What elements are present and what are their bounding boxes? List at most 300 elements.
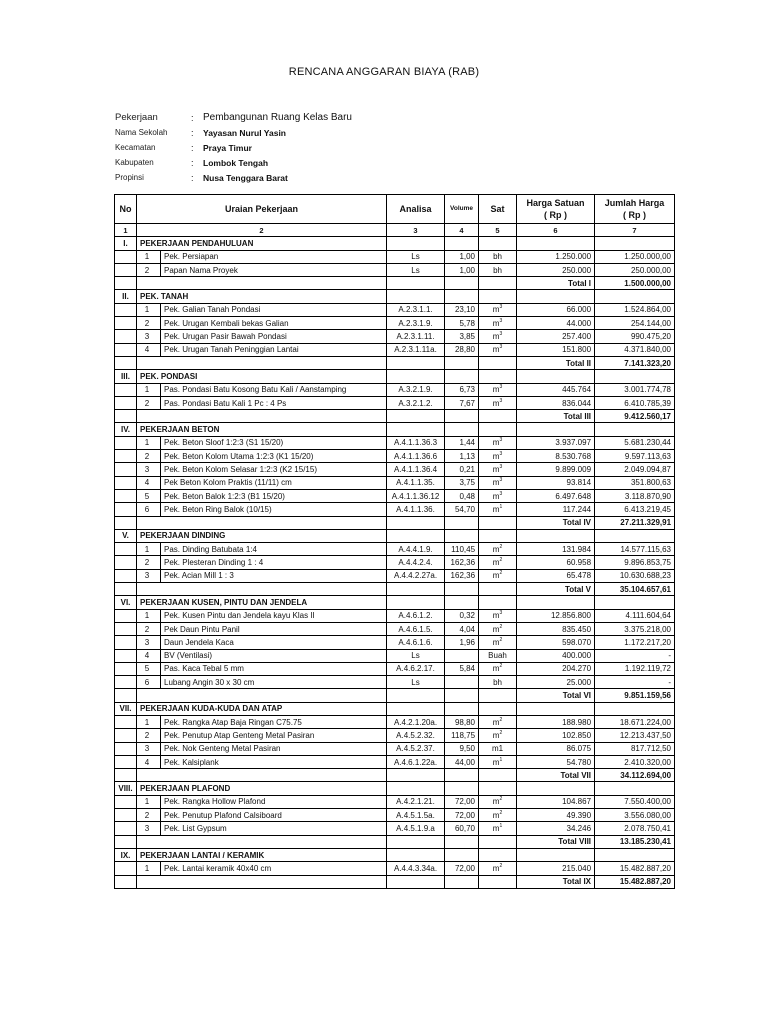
info-value: Lombok Tengah [203, 157, 269, 168]
item-jumlah-harga: 3.001.774,78 [595, 383, 675, 396]
item-harga-satuan: 835.450 [517, 622, 595, 635]
unit-text: m [492, 637, 500, 647]
section-title: PEK. PONDASI [137, 370, 387, 383]
empty-cell [445, 583, 479, 596]
section-title: PEKERJAAN LANTAI / KERAMIK [137, 848, 387, 861]
empty-cell [115, 250, 137, 263]
info-row-kecamatan [115, 140, 352, 155]
item-jumlah-harga: 10.630.688,23 [595, 569, 675, 582]
item-description: Pek. Beton Kolom Utama 1:2:3 (K1 15/20) [161, 450, 387, 463]
info-colon: : [191, 127, 194, 138]
item-harga-satuan: 400.000 [517, 649, 595, 662]
item-number: 1 [137, 795, 161, 808]
section-row [115, 290, 675, 303]
header-harga-label: Harga Satuan [526, 198, 585, 208]
item-analisa: A.4.1.1.36.4 [387, 463, 445, 476]
item-harga-satuan: 8.530.768 [517, 450, 595, 463]
unit-text: bh [493, 677, 502, 687]
item-unit [479, 503, 517, 516]
item-harga-satuan: 151.800 [517, 343, 595, 356]
item-harga-satuan: 44.000 [517, 317, 595, 330]
item-analisa: A.4.1.1.36. [387, 503, 445, 516]
empty-cell [387, 875, 445, 888]
unit-text: m [492, 863, 500, 873]
unit-exponent: 1 [499, 823, 503, 829]
empty-cell [595, 370, 675, 383]
item-description: Pek. Kalsiplank [161, 755, 387, 768]
item-harga-satuan: 257.400 [517, 330, 595, 343]
unit-exponent: 1 [499, 756, 503, 763]
empty-cell [115, 330, 137, 343]
header-harga-unit: ( Rp ) [544, 210, 568, 220]
unit-exponent: 3 [499, 477, 503, 484]
empty-cell [115, 636, 137, 649]
item-jumlah-harga: 6.413.219,45 [595, 503, 675, 516]
unit-text: m [492, 305, 500, 315]
unit-exponent: 2 [499, 796, 503, 803]
item-harga-satuan: 60.958 [517, 556, 595, 569]
item-number: 2 [137, 317, 161, 330]
info-label: Nama Sekolah [115, 128, 168, 137]
header-volume: Volume [445, 195, 479, 224]
item-description: Pek. Acian Mill 1 : 3 [161, 569, 387, 582]
total-row [115, 516, 675, 529]
item-volume [445, 676, 479, 689]
item-description: Daun Jendela Kaca [161, 636, 387, 649]
item-jumlah-harga: 7.550.400,00 [595, 795, 675, 808]
item-volume: 5,78 [445, 317, 479, 330]
empty-cell [479, 702, 517, 715]
item-volume: 6,73 [445, 383, 479, 396]
item-unit [479, 489, 517, 502]
section-number: II. [115, 290, 137, 303]
empty-cell [517, 596, 595, 609]
empty-cell [445, 423, 479, 436]
item-number: 3 [137, 463, 161, 476]
item-jumlah-harga: 2.078.750,41 [595, 822, 675, 835]
item-harga-satuan: 117.244 [517, 503, 595, 516]
empty-cell [595, 237, 675, 250]
item-jumlah-harga: - [595, 676, 675, 689]
empty-cell [479, 689, 517, 702]
empty-cell [115, 516, 137, 529]
section-title: PEKERJAAN DINDING [137, 529, 387, 542]
item-description: Pek. Beton Ring Balok (10/15) [161, 503, 387, 516]
empty-cell [137, 410, 387, 423]
empty-cell [137, 875, 387, 888]
total-label: Total IV [517, 516, 595, 529]
table-row [115, 569, 675, 582]
total-value: 7.141.323,20 [595, 356, 675, 369]
item-number: 3 [137, 330, 161, 343]
item-harga-satuan: 204.270 [517, 662, 595, 675]
empty-cell [115, 676, 137, 689]
item-number: 1 [137, 250, 161, 263]
item-unit [479, 649, 517, 662]
empty-cell [115, 569, 137, 582]
item-number: 3 [137, 822, 161, 835]
item-volume: 72,00 [445, 809, 479, 822]
item-number: 2 [137, 622, 161, 635]
total-value: 27.211.329,91 [595, 516, 675, 529]
item-harga-satuan: 12.856.800 [517, 609, 595, 622]
header-jumlah-harga [595, 195, 675, 224]
item-unit [479, 343, 517, 356]
section-row [115, 596, 675, 609]
empty-cell [387, 410, 445, 423]
empty-cell [137, 516, 387, 529]
unit-exponent: 3 [499, 437, 503, 444]
item-jumlah-harga: 1.524.864,00 [595, 303, 675, 316]
empty-cell [115, 649, 137, 662]
item-number: 3 [137, 569, 161, 582]
column-number: 2 [137, 224, 387, 237]
item-number: 1 [137, 609, 161, 622]
section-number: IV. [115, 423, 137, 436]
table-row [115, 476, 675, 489]
empty-cell [479, 516, 517, 529]
empty-cell [115, 742, 137, 755]
item-harga-satuan: 250.000 [517, 263, 595, 276]
item-analisa: Ls [387, 250, 445, 263]
table-row [115, 450, 675, 463]
section-title: PEKERJAAN PENDAHULUAN [137, 237, 387, 250]
total-label: Total III [517, 410, 595, 423]
item-number: 2 [137, 263, 161, 276]
table-row [115, 862, 675, 875]
item-unit [479, 755, 517, 768]
column-number-row [115, 224, 675, 237]
table-header-row [115, 195, 675, 224]
unit-text: m [492, 318, 500, 328]
empty-cell [595, 702, 675, 715]
item-analisa: A.4.5.1.5a. [387, 809, 445, 822]
table-row [115, 742, 675, 755]
empty-cell [479, 848, 517, 861]
item-description: Lubang Angin 30 x 30 cm [161, 676, 387, 689]
item-number: 1 [137, 436, 161, 449]
section-number: VI. [115, 596, 137, 609]
unit-text: m [492, 664, 500, 674]
unit-text: m [492, 332, 500, 342]
item-unit [479, 636, 517, 649]
empty-cell [445, 835, 479, 848]
empty-cell [115, 436, 137, 449]
item-volume: 28,80 [445, 343, 479, 356]
unit-exponent: 3 [499, 344, 503, 351]
unit-text: m [492, 757, 500, 767]
item-number: 2 [137, 396, 161, 409]
item-jumlah-harga: 5.681.230,44 [595, 436, 675, 449]
total-row [115, 356, 675, 369]
empty-cell [115, 795, 137, 808]
item-harga-satuan: 131.984 [517, 543, 595, 556]
section-number: VIII. [115, 782, 137, 795]
item-volume: 9,50 [445, 742, 479, 755]
empty-cell [115, 489, 137, 502]
unit-text: m [492, 451, 500, 461]
item-description: Pek. Persiapan [161, 250, 387, 263]
header-sat: Sat [479, 195, 517, 224]
empty-cell [479, 769, 517, 782]
total-label: Total VIII [517, 835, 595, 848]
item-volume: 23,10 [445, 303, 479, 316]
empty-cell [387, 782, 445, 795]
info-colon: : [191, 157, 194, 168]
item-volume: 118,75 [445, 729, 479, 742]
item-volume: 3,75 [445, 476, 479, 489]
empty-cell [115, 809, 137, 822]
empty-cell [115, 263, 137, 276]
item-volume: 98,80 [445, 715, 479, 728]
total-row [115, 835, 675, 848]
item-jumlah-harga: 18.671.224,00 [595, 715, 675, 728]
unit-text: m [492, 438, 500, 448]
item-analisa: A.4.1.1.36.12 [387, 489, 445, 502]
unit-text: m [492, 478, 500, 488]
item-volume: 1,13 [445, 450, 479, 463]
empty-cell [137, 769, 387, 782]
empty-cell [115, 622, 137, 635]
item-analisa: A.4.5.2.37. [387, 742, 445, 755]
empty-cell [137, 356, 387, 369]
unit-text: m1 [491, 744, 504, 754]
item-volume: 0,21 [445, 463, 479, 476]
item-unit [479, 450, 517, 463]
info-label: Kabupaten [115, 158, 154, 167]
table-row [115, 317, 675, 330]
empty-cell [387, 529, 445, 542]
item-harga-satuan: 6.497.648 [517, 489, 595, 502]
empty-cell [479, 529, 517, 542]
item-jumlah-harga: 254.144,00 [595, 317, 675, 330]
item-analisa: A.4.2.1.20a. [387, 715, 445, 728]
table-body [115, 224, 675, 889]
item-number: 3 [137, 742, 161, 755]
empty-cell [115, 303, 137, 316]
total-value: 34.112.694,00 [595, 769, 675, 782]
item-volume: 1,00 [445, 263, 479, 276]
empty-cell [115, 317, 137, 330]
empty-cell [445, 782, 479, 795]
item-analisa: A.4.5.2.32. [387, 729, 445, 742]
info-value: Yayasan Nurul Yasin [203, 127, 286, 138]
item-volume: 162,36 [445, 556, 479, 569]
info-row-propinsi [115, 170, 352, 185]
info-value: Pembangunan Ruang Kelas Baru [203, 112, 352, 123]
item-description: Pek. Lantai keramik 40x40 cm [161, 862, 387, 875]
empty-cell [115, 476, 137, 489]
empty-cell [479, 583, 517, 596]
empty-cell [445, 875, 479, 888]
empty-cell [445, 848, 479, 861]
empty-cell [445, 370, 479, 383]
item-harga-satuan: 34.246 [517, 822, 595, 835]
item-jumlah-harga: 9.896.853,75 [595, 556, 675, 569]
section-number: III. [115, 370, 137, 383]
table-row [115, 489, 675, 502]
item-harga-satuan: 9.899.009 [517, 463, 595, 476]
item-unit [479, 662, 517, 675]
item-volume: 4,04 [445, 622, 479, 635]
item-jumlah-harga: 990.475,20 [595, 330, 675, 343]
item-jumlah-harga: 9.597.113,63 [595, 450, 675, 463]
item-number: 2 [137, 809, 161, 822]
empty-cell [137, 583, 387, 596]
unit-exponent: 3 [499, 450, 503, 457]
item-analisa: A.4.4.3.34a. [387, 862, 445, 875]
item-harga-satuan: 86.075 [517, 742, 595, 755]
empty-cell [517, 237, 595, 250]
empty-cell [445, 769, 479, 782]
item-volume: 60,70 [445, 822, 479, 835]
empty-cell [445, 702, 479, 715]
empty-cell [115, 769, 137, 782]
table-row [115, 622, 675, 635]
item-unit [479, 729, 517, 742]
item-description: Pas. Kaca Tebal 5 mm [161, 662, 387, 675]
empty-cell [387, 370, 445, 383]
total-label: Total IX [517, 875, 595, 888]
empty-cell [517, 529, 595, 542]
item-number: 5 [137, 489, 161, 502]
header-analisa: Analisa [387, 195, 445, 224]
item-unit [479, 822, 517, 835]
empty-cell [387, 769, 445, 782]
item-description: Pek. Urugan Kembali bekas Galian [161, 317, 387, 330]
item-number: 4 [137, 649, 161, 662]
info-row-nama-sekolah [115, 125, 352, 140]
unit-text: m [492, 824, 500, 833]
unit-text: bh [493, 265, 502, 275]
item-jumlah-harga: 15.482.887,20 [595, 862, 675, 875]
item-analisa: A.4.6.1.5. [387, 622, 445, 635]
info-row-pekerjaan [115, 110, 352, 125]
item-description: Pek. Beton Kolom Selasar 1:2:3 (K2 15/15) [161, 463, 387, 476]
total-label: Total I [517, 277, 595, 290]
unit-exponent: 1 [499, 503, 503, 510]
empty-cell [115, 715, 137, 728]
item-jumlah-harga: 4.111.604,64 [595, 609, 675, 622]
item-jumlah-harga: 14.577.115,63 [595, 543, 675, 556]
table-row [115, 795, 675, 808]
item-harga-satuan: 3.937.097 [517, 436, 595, 449]
item-number: 6 [137, 676, 161, 689]
item-description: Pek. Beton Balok 1:2:3 (B1 15/20) [161, 489, 387, 502]
info-label: Propinsi [115, 173, 144, 182]
section-number: VII. [115, 702, 137, 715]
item-jumlah-harga: 2.410.320,00 [595, 755, 675, 768]
table-row [115, 543, 675, 556]
item-unit [479, 742, 517, 755]
empty-cell [479, 782, 517, 795]
header-jumlah-unit: ( Rp ) [623, 210, 647, 220]
section-row [115, 848, 675, 861]
item-number: 1 [137, 383, 161, 396]
item-analisa: A.4.1.1.35. [387, 476, 445, 489]
table-row [115, 463, 675, 476]
rab-table [114, 194, 675, 889]
section-row [115, 423, 675, 436]
unit-exponent: 2 [499, 570, 503, 577]
empty-cell [479, 290, 517, 303]
header-uraian: Uraian Pekerjaan [137, 195, 387, 224]
header-jumlah-label: Jumlah Harga [604, 198, 665, 208]
empty-cell [595, 596, 675, 609]
item-analisa: Ls [387, 263, 445, 276]
empty-cell [517, 848, 595, 861]
unit-exponent: 2 [499, 543, 503, 550]
unit-text: m [492, 491, 500, 501]
unit-text: m [492, 504, 500, 514]
item-analisa: A.4.6.2.17. [387, 662, 445, 675]
info-colon: : [191, 172, 194, 183]
empty-cell [387, 277, 445, 290]
item-analisa: A.4.6.1.2. [387, 609, 445, 622]
item-unit [479, 809, 517, 822]
item-volume [445, 649, 479, 662]
empty-cell [595, 529, 675, 542]
unit-text: m [492, 571, 500, 581]
empty-cell [479, 356, 517, 369]
item-jumlah-harga: 250.000,00 [595, 263, 675, 276]
item-harga-satuan: 188.980 [517, 715, 595, 728]
table-row [115, 755, 675, 768]
empty-cell [137, 277, 387, 290]
item-description: Pek. Rangka Hollow Plafond [161, 795, 387, 808]
unit-exponent: 2 [499, 809, 503, 816]
unit-text: m [492, 345, 500, 355]
unit-exponent: 3 [499, 317, 503, 324]
unit-exponent: 2 [499, 729, 503, 736]
table-row [115, 676, 675, 689]
empty-cell [517, 702, 595, 715]
item-jumlah-harga: 6.410.785,39 [595, 396, 675, 409]
table-row [115, 330, 675, 343]
table-row [115, 250, 675, 263]
item-analisa: A.2.3.1.9. [387, 317, 445, 330]
empty-cell [387, 583, 445, 596]
empty-cell [479, 875, 517, 888]
unit-text: m [492, 730, 500, 740]
document-title: RENCANA ANGGARAN BIAYA (RAB) [288, 66, 480, 78]
item-volume: 162,36 [445, 569, 479, 582]
empty-cell [445, 277, 479, 290]
item-number: 4 [137, 343, 161, 356]
empty-cell [445, 356, 479, 369]
item-analisa: A.2.3.1.1. [387, 303, 445, 316]
item-analisa: A.4.4.2.27a. [387, 569, 445, 582]
table-row [115, 263, 675, 276]
item-analisa: A.3.2.1.2. [387, 396, 445, 409]
unit-exponent: 3 [499, 331, 503, 338]
total-label: Total V [517, 583, 595, 596]
table-row [115, 822, 675, 835]
empty-cell [479, 423, 517, 436]
item-unit [479, 622, 517, 635]
item-unit [479, 609, 517, 622]
empty-cell [387, 835, 445, 848]
item-jumlah-harga: 351.800,63 [595, 476, 675, 489]
column-number: 4 [445, 224, 479, 237]
header-harga-satuan [517, 195, 595, 224]
item-description: Papan Nama Proyek [161, 263, 387, 276]
section-title: PEKERJAAN KUDA-KUDA DAN ATAP [137, 702, 387, 715]
column-number: 6 [517, 224, 595, 237]
item-volume: 3,85 [445, 330, 479, 343]
item-volume: 72,00 [445, 862, 479, 875]
section-number: IX. [115, 848, 137, 861]
